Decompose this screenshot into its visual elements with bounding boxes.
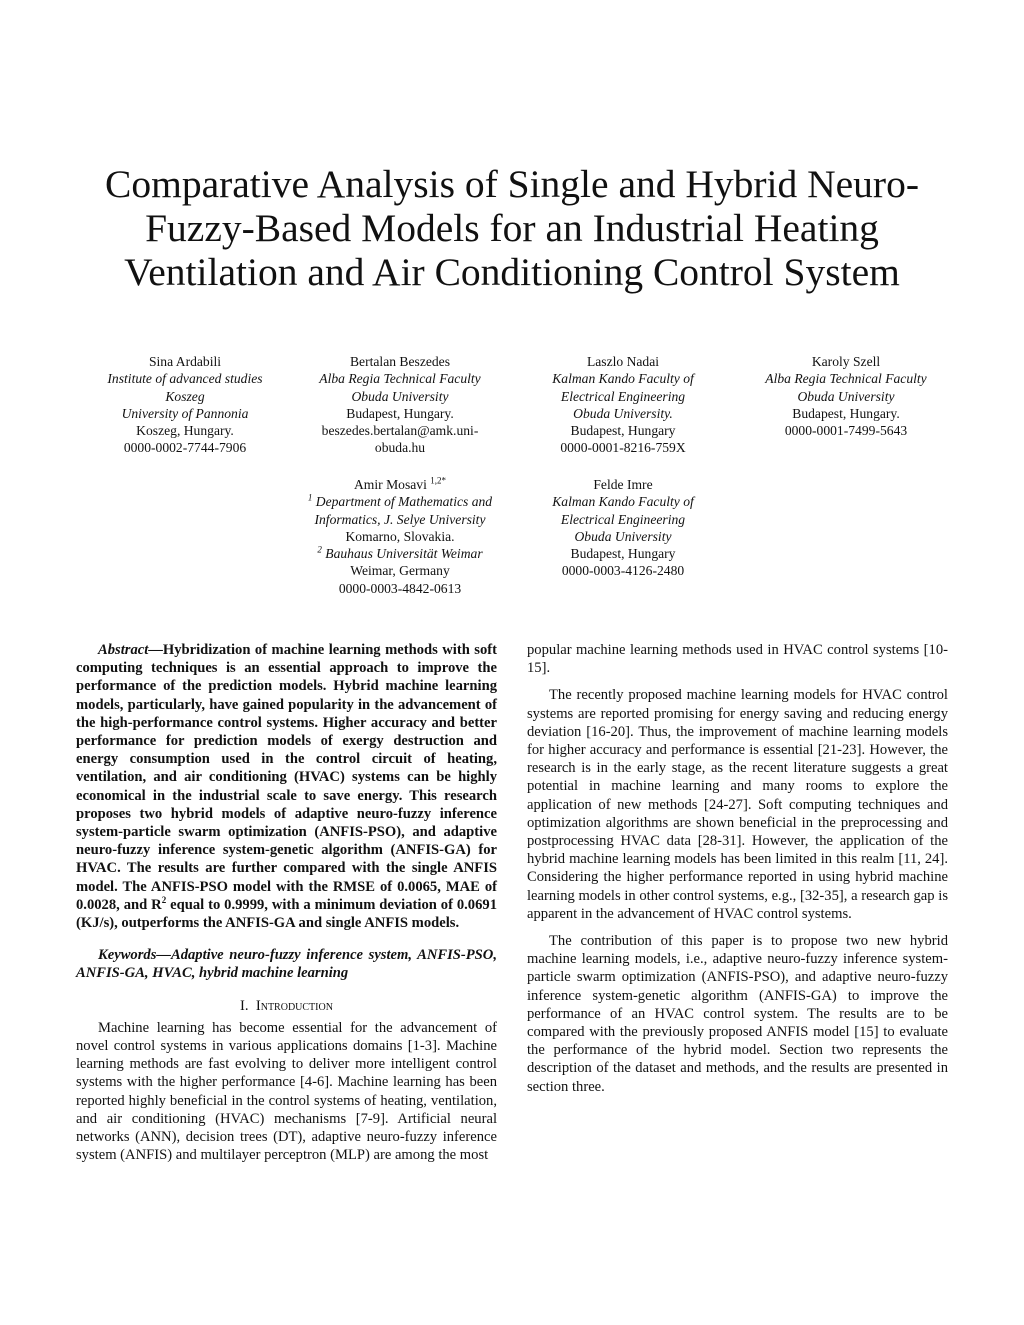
body-paragraph: The contribution of this paper is to propose two new hybrid machine learning models, i.e., adaptive neuro-fuzzy inference system-particle swarm optimization (ANFIS-PSO), and adaptive neuro-fuzzy inference system-genetic algorithm (ANFIS-GA) to improve the performance of an HVAC control system. The results are to be compared with the previously proposed ANFIS model [15] to evaluate the performance of the hybrid model. Section two represents the description of the dataset and methods, and the results are presented in section three. [527,933,948,1095]
affiliation: University of Pannonia [121,405,249,421]
superscript: 1,2* [430,475,447,486]
location: Koszeg, Hungary. [136,423,234,439]
abstract-label: Abstract [98,642,149,658]
location: Komarno, Slovakia. [345,528,455,544]
superscript: 2 [161,894,167,905]
intro-paragraph: Machine learning has become essential for the advancement of novel control systems in various applications domains [1-3]. Machine learning methods are fast evolving to deliver more intelligent control systems with the higher performance [4-6]. Machine learning has been reported highly beneficial in the control systems of heating, ventilation, and air conditioning (HVAC) mechanisms [7-9]. Artificial neural networks (ANN), decision trees (DT), adaptive neuro-fuzzy inference system (ANFIS) and multilayer perceptron (MLP) are among the most [76,1019,497,1164]
affiliation-text: Bauhaus Universität Weimar [325,546,483,562]
abstract-text: —Hybridization of machine learning methods with soft computing techniques is an essential approach to improve the performance of the prediction models. Hybrid machine learning models, particularly, have gained popularity in the advancement of the high-performance control systems. Higher accuracy and better performance for prediction models of exergy destruction and energy consumption used in the control circuit of heating, ventilation, and air conditioning (HVAC) systems can be highly economical in the industrial scale to save energy. This research proposes two hybrid models of adaptive neuro-fuzzy inference system-particle swarm optimization (ANFIS-PSO), and adaptive neuro-fuzzy inference system-genetic algorithm (ANFIS-GA) for HVAC. The results are further compared with the single ANFIS model. The ANFIS-PSO model with the RMSE of 0.0065, MAE of 0.0028, and R [76,642,497,913]
location: Budapest, Hungary. [346,405,454,421]
author-name: Felde Imre [593,477,653,492]
body-paragraph: The recently proposed machine learning models for HVAC control systems are reported promising for energy saving and reducing energy deviation [16-20]. Thus, the improvement of machine learning models for higher accuracy and performance is essential [21-23]. However, the research is in the early stage, as the recent literature suggests a great potential in machine learning and many rooms to explore the application of new methods [24-27]. Soft computing techniques and optimization algorithms are shown beneficial in the preprocessing and postprocessing HVAC data [28-31]. However, the application of the hybrid machine learning models has been limited in this realm [11, 24]. Considering the higher performance reported in using hybrid machine learning models in other control systems, e.g., [32-35], a research gap is apparent in the advancement of HVAC control systems. [527,687,948,922]
section-title: Introduction [255,997,333,1014]
affiliation [295,493,505,510]
author-name [295,476,505,493]
affiliation [295,545,505,562]
location: Budapest, Hungary [570,423,676,439]
title-line: Fuzzy-Based Models for an Industrial Heating [145,206,879,250]
affiliation: Kalman Kando Faculty of [552,371,694,387]
affiliation: Obuda University [574,528,672,544]
affiliation: Electrical Engineering [560,388,686,404]
location: Budapest, Hungary. [792,405,900,421]
name-text: Amir Mosavi [353,477,427,492]
author-name: Sina Ardabili [148,354,222,369]
author-name: Bertalan Beszedes [349,354,451,369]
affiliation: Obuda University [351,388,449,404]
affiliation: Obuda University. [573,405,673,421]
location: Budapest, Hungary [570,546,676,562]
email: beszedes.bertalan@amk.uni- [321,423,479,439]
body-paragraph: popular machine learning methods used in HVAC control systems [10-15]. [527,642,948,677]
right-column [527,641,948,1096]
section-heading [76,997,497,1015]
author-nadai [518,353,728,457]
left-column [76,641,497,1164]
author-name: Karoly Szell [811,354,881,369]
affiliation: Electrical Engineering [560,511,686,527]
author-name: Laszlo Nadai [586,354,660,369]
superscript: 2 [317,544,322,555]
orcid: 0000-0003-4842-0613 [338,580,462,596]
superscript: 1 [307,492,313,503]
orcid: 0000-0001-8216-759X [560,440,686,456]
author-ardabili [80,353,290,457]
author-beszedes [295,353,505,457]
affiliation: Institute of advanced studies [107,371,263,387]
affiliation: Informatics, J. Selye University [314,511,486,527]
author-szell [741,353,951,439]
orcid: 0000-0001-7499-5643 [784,423,908,439]
title-line: Ventilation and Air Conditioning Control System [124,250,900,294]
author-mosavi [295,476,505,597]
affiliation: Alba Regia Technical Faculty [765,371,927,387]
email: obuda.hu [374,440,426,456]
paper-title [60,162,964,294]
location: Weimar, Germany [350,563,450,579]
affiliation: Koszeg [165,388,205,404]
section-number: I. [240,997,249,1014]
orcid: 0000-0003-4126-2480 [561,563,685,579]
keywords: Keywords—Adaptive neuro-fuzzy inference system, ANFIS-PSO, ANFIS-GA, HVAC, hybrid machine learning [76,947,497,982]
affiliation-text: Department of Mathematics and [315,494,493,510]
author-imre [518,476,728,580]
affiliation: Kalman Kando Faculty of [552,494,694,510]
abstract-text: equal to 0.9999, with a minimum deviation of 0.0691 (KJ/s), outperforms the ANFIS-GA and single ANFIS models. [76,896,497,932]
abstract [76,641,497,932]
orcid: 0000-0002-7744-7906 [123,440,247,456]
affiliation: Obuda University [797,388,895,404]
affiliation: Alba Regia Technical Faculty [319,371,481,387]
title-line: Comparative Analysis of Single and Hybrid Neuro- [105,162,919,206]
